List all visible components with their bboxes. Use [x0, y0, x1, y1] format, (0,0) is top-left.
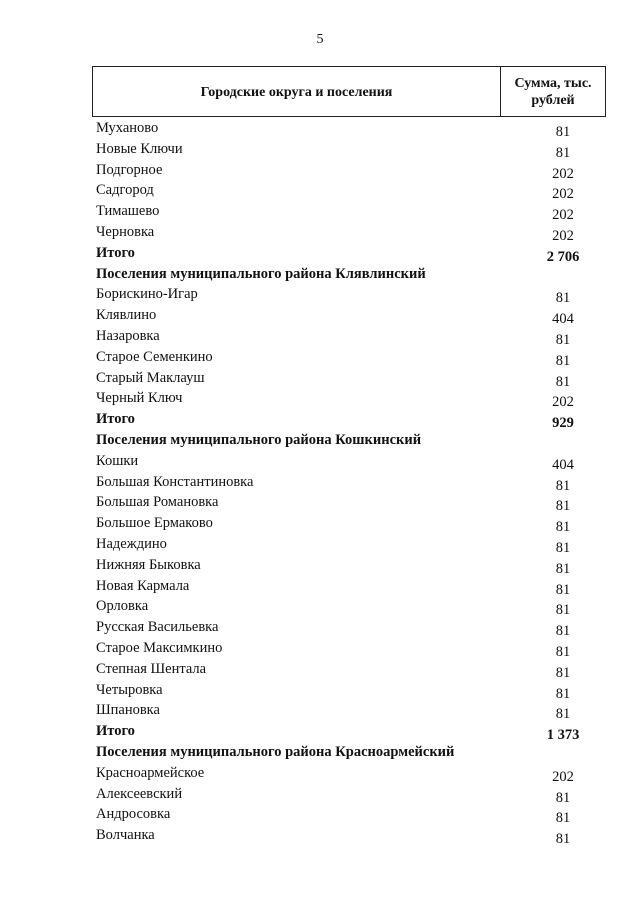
- row-name: Степная Шентала: [96, 660, 207, 677]
- row-value: 202: [552, 768, 574, 785]
- row-value: 81: [555, 331, 571, 348]
- row-name: Большая Романовка: [96, 494, 219, 511]
- row-name: Итого: [96, 723, 135, 740]
- row-name: Большое Ермаково: [96, 515, 213, 532]
- table-row: [96, 555, 606, 576]
- row-name: Поселения муниципального района Красноармейский: [96, 743, 455, 760]
- table-row: [96, 513, 606, 534]
- row-value: 81: [555, 643, 571, 660]
- column-header-name: Городские округа и поселения: [93, 67, 501, 116]
- row-value: 404: [552, 311, 574, 328]
- row-name: Тимашево: [96, 203, 160, 220]
- table-row: [96, 326, 606, 347]
- section-heading-row: [96, 742, 606, 763]
- row-name: Старое Семенкино: [96, 348, 213, 365]
- row-value: 81: [555, 789, 571, 806]
- row-value: 81: [555, 664, 571, 681]
- row-value: 202: [552, 227, 574, 244]
- table-row: [96, 451, 606, 472]
- row-value: 202: [552, 186, 574, 203]
- row-name: Подгорное: [96, 161, 163, 178]
- table-row: [96, 617, 606, 638]
- row-value: 81: [555, 290, 571, 307]
- table-row: [96, 534, 606, 555]
- row-name: Нижняя Быковка: [96, 556, 201, 573]
- row-name: Садгород: [96, 182, 154, 199]
- row-value: 929: [552, 415, 574, 432]
- row-value: 202: [552, 165, 574, 182]
- column-header-sum: [501, 67, 605, 116]
- row-value: 81: [555, 623, 571, 640]
- row-name: Надеждино: [96, 535, 167, 552]
- row-value: 81: [555, 144, 571, 161]
- table-row: [96, 160, 606, 181]
- row-value: 81: [555, 706, 571, 723]
- table-row: [96, 825, 606, 846]
- table-row: [96, 284, 606, 305]
- row-name: Черный Ключ: [96, 390, 183, 407]
- row-value: 81: [555, 477, 571, 494]
- table-row: [96, 222, 606, 243]
- row-name: Назаровка: [96, 327, 160, 344]
- table-row: [96, 305, 606, 326]
- row-name: Большая Константиновка: [96, 473, 254, 490]
- table-row: [96, 596, 606, 617]
- table-row: [96, 680, 606, 701]
- table-row: [96, 388, 606, 409]
- table-row: [96, 118, 606, 139]
- row-value: 81: [555, 810, 571, 827]
- row-name: Волчанка: [96, 827, 155, 844]
- table-row: [96, 347, 606, 368]
- row-name: Кошки: [96, 452, 139, 469]
- row-value: 1 373: [546, 727, 580, 744]
- total-row: [96, 721, 606, 742]
- column-header-sum-line1: Сумма, тыс.: [514, 75, 592, 91]
- row-value: 81: [555, 373, 571, 390]
- table-row: [96, 576, 606, 597]
- row-value: 2 706: [546, 248, 580, 265]
- table-row: [96, 659, 606, 680]
- table-row: [96, 804, 606, 825]
- row-value: 81: [555, 602, 571, 619]
- row-name: Старый Маклауш: [96, 369, 205, 386]
- row-value: 81: [555, 685, 571, 702]
- total-row: [96, 409, 606, 430]
- row-value: 81: [555, 352, 571, 369]
- row-name: Алексеевский: [96, 785, 183, 802]
- table-row: [96, 492, 606, 513]
- row-name: Клявлино: [96, 307, 157, 324]
- row-value: 202: [552, 207, 574, 224]
- table-row: [96, 700, 606, 721]
- row-name: Борискино-Игар: [96, 286, 198, 303]
- row-value: 81: [555, 519, 571, 536]
- table-row: [96, 472, 606, 493]
- row-name: Андросовка: [96, 806, 171, 823]
- row-value: 202: [552, 394, 574, 411]
- row-name: Муханово: [96, 120, 159, 136]
- row-value: 81: [555, 124, 571, 140]
- row-name: Итого: [96, 244, 135, 261]
- page-number: 5: [316, 32, 324, 47]
- table-row: [96, 368, 606, 389]
- table-row: [96, 763, 606, 784]
- row-name: Новые Ключи: [96, 140, 183, 157]
- table-row: [96, 139, 606, 160]
- table-row: [96, 201, 606, 222]
- row-name: Старое Максимкино: [96, 639, 223, 656]
- row-name: Поселения муниципального района Клявлинский: [96, 265, 426, 282]
- row-name: Четыровка: [96, 681, 163, 698]
- table-row: [96, 180, 606, 201]
- table-row: [96, 638, 606, 659]
- row-name: Орловка: [96, 598, 149, 615]
- row-name: Шпановка: [96, 702, 160, 719]
- section-heading-row: [96, 264, 606, 285]
- row-name: Черновка: [96, 223, 155, 240]
- row-value: 404: [552, 456, 574, 473]
- table-row: [96, 784, 606, 805]
- table-body: [96, 118, 606, 846]
- row-value: 81: [555, 560, 571, 577]
- row-value: 81: [555, 581, 571, 598]
- row-name: Итого: [96, 411, 135, 428]
- row-name: Русская Васильевка: [96, 619, 219, 636]
- row-name: Поселения муниципального района Кошкинский: [96, 431, 422, 448]
- column-header-sum-line2: рублей: [531, 92, 575, 108]
- row-name: Новая Кармала: [96, 577, 190, 594]
- row-value: 81: [555, 831, 571, 848]
- row-value: 81: [555, 498, 571, 515]
- table-header: [92, 66, 606, 117]
- row-value: 81: [555, 539, 571, 556]
- total-row: [96, 243, 606, 264]
- row-name: Красноармейское: [96, 764, 205, 781]
- section-heading-row: [96, 430, 606, 451]
